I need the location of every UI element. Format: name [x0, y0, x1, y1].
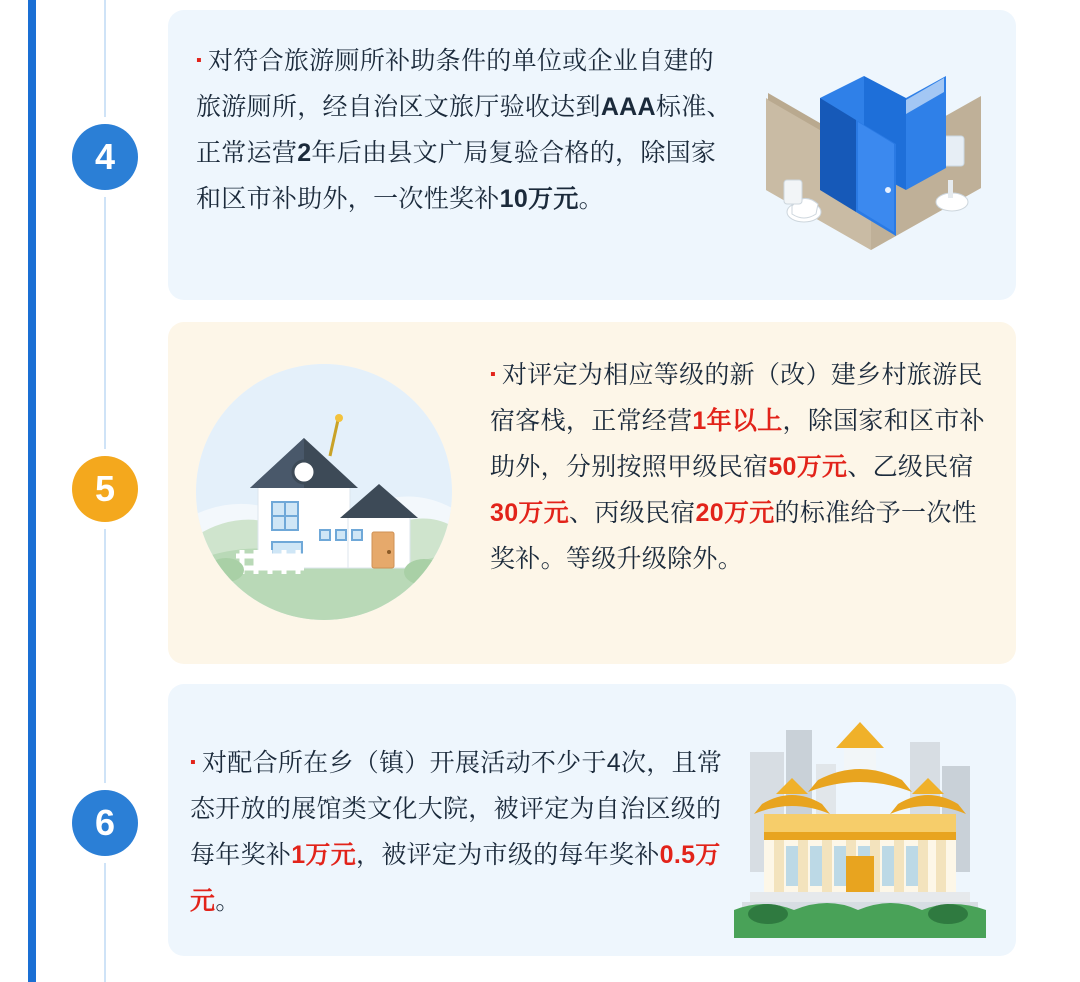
bullet-icon: ▪ — [490, 366, 496, 383]
policy-text-6-seg-3: 0.5万元 — [190, 841, 721, 915]
policy-text-6 — [190, 740, 736, 924]
policy-text-6-seg-1: 1万元 — [291, 841, 357, 869]
policy-text-6-seg-4: 。 — [215, 887, 241, 915]
policy-text-6-seg-0: 对配合所在乡（镇）开展活动不少于4次，且常态开放的展馆类文化大院，被评定为自治区级的每年奖补 — [190, 749, 723, 869]
policy-number-badge-6: 6 — [72, 790, 138, 856]
policy-text-4-seg-0: 对符合旅游厕所补助条件的单位或企业自建的旅游厕所，经自治区文旅厅验收达到 — [196, 47, 714, 121]
policy-number-badge-5: 5 — [72, 456, 138, 522]
policy-text-6-seg-2: ，被评定为市级的每年奖补 — [356, 841, 660, 869]
policy-number-badge-4: 4 — [72, 124, 138, 190]
policy-text-5 — [490, 352, 998, 582]
public-toilet-illustration — [756, 40, 986, 270]
policy-text-5-seg-3: 50万元 — [768, 453, 848, 481]
policy-text-4-seg-5: 10万元 — [499, 185, 579, 213]
policy-text-4-seg-6: 。 — [578, 185, 604, 213]
countryside-homestay-illustration — [196, 364, 452, 620]
policy-text-4-seg-1: AAA — [600, 93, 656, 121]
policy-text-4-seg-4: 年后由县文广局复验合格的，除国家和区市补助外，一次性奖补 — [196, 139, 717, 213]
bullet-icon: ▪ — [196, 52, 202, 69]
policy-text-4 — [196, 38, 732, 222]
policy-text-5-seg-1: 1年以上 — [692, 407, 783, 435]
policy-text-5-seg-4: 、乙级民宿 — [847, 453, 974, 481]
left-accent-bar — [28, 0, 36, 982]
bullet-icon: ▪ — [190, 754, 196, 771]
policy-text-5-seg-6: 、丙级民宿 — [569, 499, 696, 527]
policy-text-5-seg-7: 20万元 — [695, 499, 775, 527]
cultural-exhibition-hall-illustration — [734, 706, 986, 938]
policy-text-4-seg-3: 2 — [297, 139, 312, 167]
policy-text-5-seg-8: 的标准给予一次性奖补。等级升级除外。 — [490, 499, 977, 573]
policy-text-5-seg-5: 30万元 — [490, 499, 570, 527]
policy-text-5-seg-2: ，除国家和区市补助外，分别按照甲级民宿 — [490, 407, 985, 481]
policy-text-5-seg-0: 对评定为相应等级的新（改）建乡村旅游民宿客栈，正常经营 — [490, 361, 983, 435]
policy-text-4-seg-2: 标准、正常运营 — [196, 93, 732, 167]
